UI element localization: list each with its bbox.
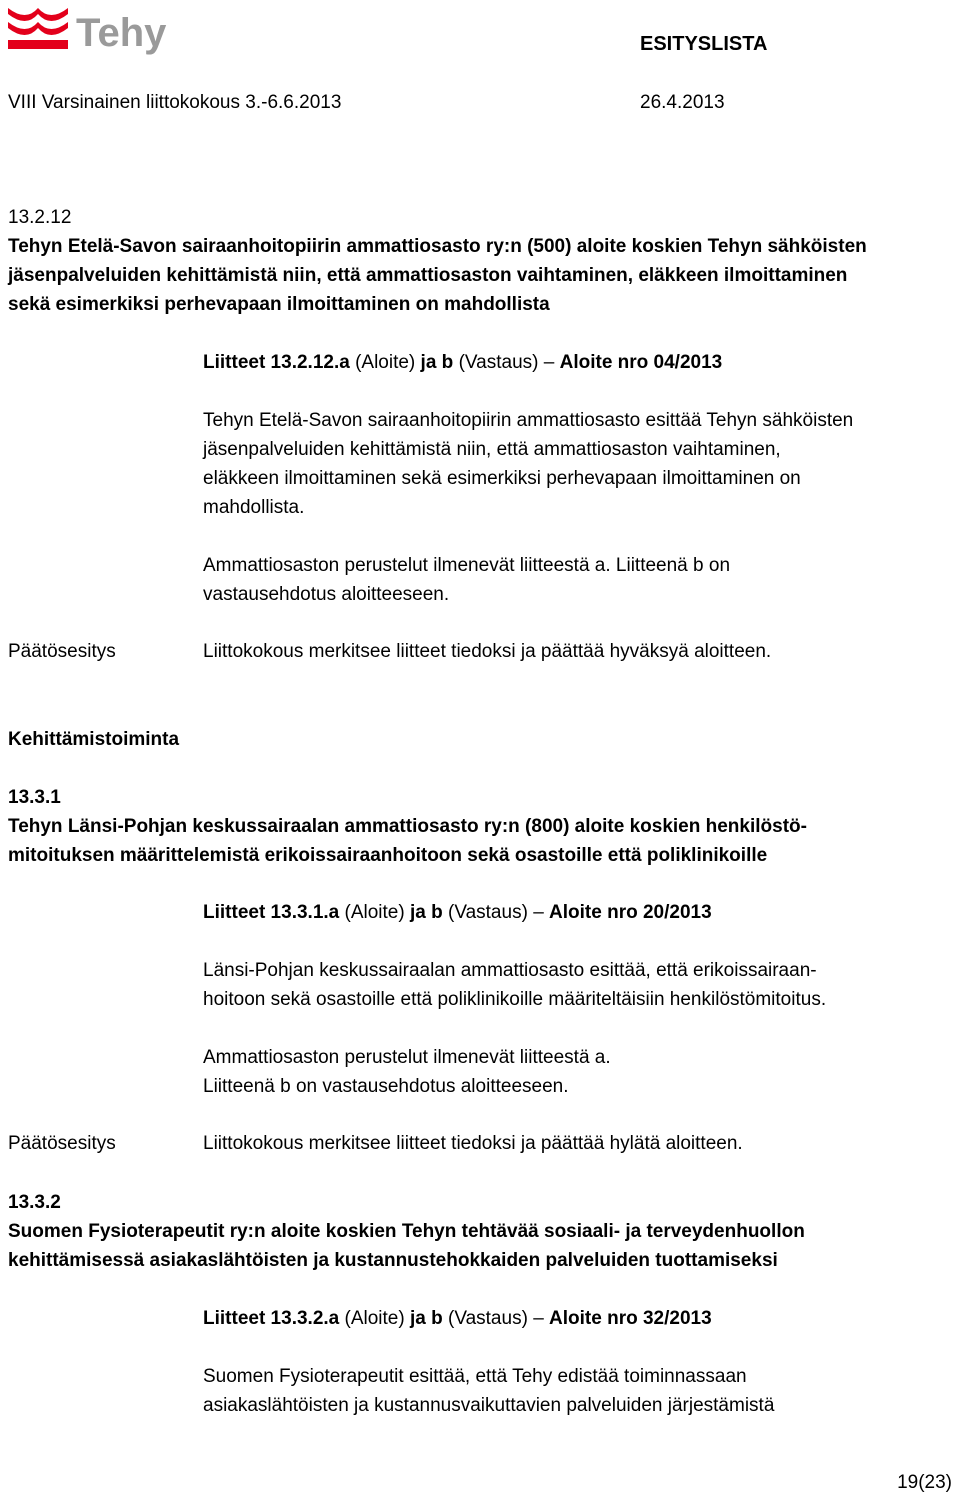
attachment-and: ja b [420,352,454,373]
body-line: mahdollista. [203,497,305,518]
body-line: jäsenpalveluiden kehittämistä niin, että ammattiosaston vaihtaminen, [203,439,781,460]
item-title-line: kehittämisessä asiakaslähtöisten ja kustannustehokkaiden palveluiden tuottamiseksi [8,1250,778,1271]
aloite-number: Aloite nro 04/2013 [559,352,723,373]
attachment-ref: Liitteet 13.3.2.a [203,1308,340,1329]
tehy-wordmark: Tehy [76,11,167,55]
reason-line: Ammattiosaston perustelut ilmenevät liitteestä a. Liitteenä b on [203,555,731,576]
attachment-a-label: (Aloite) [344,902,405,923]
attachment-ref: Liitteet 13.3.1.a [203,902,340,923]
document-type: ESITYSLISTA [640,33,768,55]
document-date: 26.4.2013 [640,92,725,113]
attachment-and: ja b [409,902,443,923]
tehy-logo-mark [6,2,186,58]
reason-line: Ammattiosaston perustelut ilmenevät liitteestä a. [203,1047,611,1068]
aloite-number: Aloite nro 32/2013 [549,1308,712,1329]
attachment-b-label: (Vastaus) [448,1308,528,1329]
attachment-b-label: (Vastaus) [448,902,528,923]
tehy-logo [6,2,186,58]
attachment-dash: – [543,352,555,373]
item-number: 13.3.1 [8,787,61,808]
item-number: 13.2.12 [8,207,72,228]
decision-text: Liittokokous merkitsee liitteet tiedoksi ja päättää hylätä aloitteen. [203,1133,743,1154]
aloite-number: Aloite nro 20/2013 [549,902,712,923]
decision-label: Päätösesitys [8,641,116,662]
decision-text: Liittokokous merkitsee liitteet tiedoksi ja päättää hyväksyä aloitteen. [203,641,772,662]
meeting-title: VIII Varsinainen liittokokous 3.-6.6.2013 [8,92,342,113]
attachment-a-label: (Aloite) [355,352,416,373]
reason-line: Liitteenä b on vastausehdotus aloitteeseen. [203,1076,569,1097]
reason-line: vastausehdotus aloitteeseen. [203,584,450,605]
item-title-line: Tehyn Etelä-Savon sairaanhoitopiirin ammattiosasto ry:n (500) aloite koskien Tehyn sähköisten [8,236,867,257]
body-line: Tehyn Etelä-Savon sairaanhoitopiirin ammattiosasto esittää Tehyn sähköisten [203,410,854,431]
item-title-line: sekä esimerkiksi perhevapaan ilmoittaminen on mahdollista [8,294,550,315]
section-heading: Kehittämistoiminta [8,729,180,750]
item-title-line: mitoituksen määrittelemistä erikoissairaanhoitoon sekä osastoille että poliklinikoille [8,845,768,866]
attachment-and: ja b [409,1308,443,1329]
attachments-line [203,348,948,377]
attachments-line [203,1304,948,1333]
attachment-dash: – [533,902,544,923]
attachment-ref: Liitteet 13.2.12.a [203,352,350,373]
body-line: eläkkeen ilmoittaminen sekä esimerkiksi perhevapaan ilmoittaminen on [203,468,801,489]
body-line: hoitoon sekä osastoille että poliklinikoille määriteltäisiin henkilöstömitoitus. [203,989,827,1010]
body-line: Länsi-Pohjan keskussairaalan ammattiosasto esittää, että erikoissairaan- [203,960,817,981]
attachments-line [203,898,948,927]
attachment-b-label: (Vastaus) [458,352,539,373]
item-title-line: jäsenpalveluiden kehittämistä niin, että ammattiosaston vaihtaminen, eläkkeen ilmoittaminen [8,265,848,286]
attachment-dash: – [533,1308,544,1329]
item-title-line: Tehyn Länsi-Pohjan keskussairaalan ammattiosasto ry:n (800) aloite koskien henkilöstö- [8,816,807,837]
page-number: 19(23) [897,1472,952,1493]
body-line: Suomen Fysioterapeutit esittää, että Tehy edistää toiminnassaan [203,1366,747,1387]
body-line: asiakaslähtöisten ja kustannusvaikuttavien palveluiden järjestämistä [203,1395,775,1416]
item-title-line: Suomen Fysioterapeutit ry:n aloite koskien Tehyn tehtävää sosiaali- ja terveydenhuollon [8,1221,805,1242]
item-number: 13.3.2 [8,1192,61,1213]
decision-label: Päätösesitys [8,1133,116,1154]
attachment-a-label: (Aloite) [344,1308,405,1329]
